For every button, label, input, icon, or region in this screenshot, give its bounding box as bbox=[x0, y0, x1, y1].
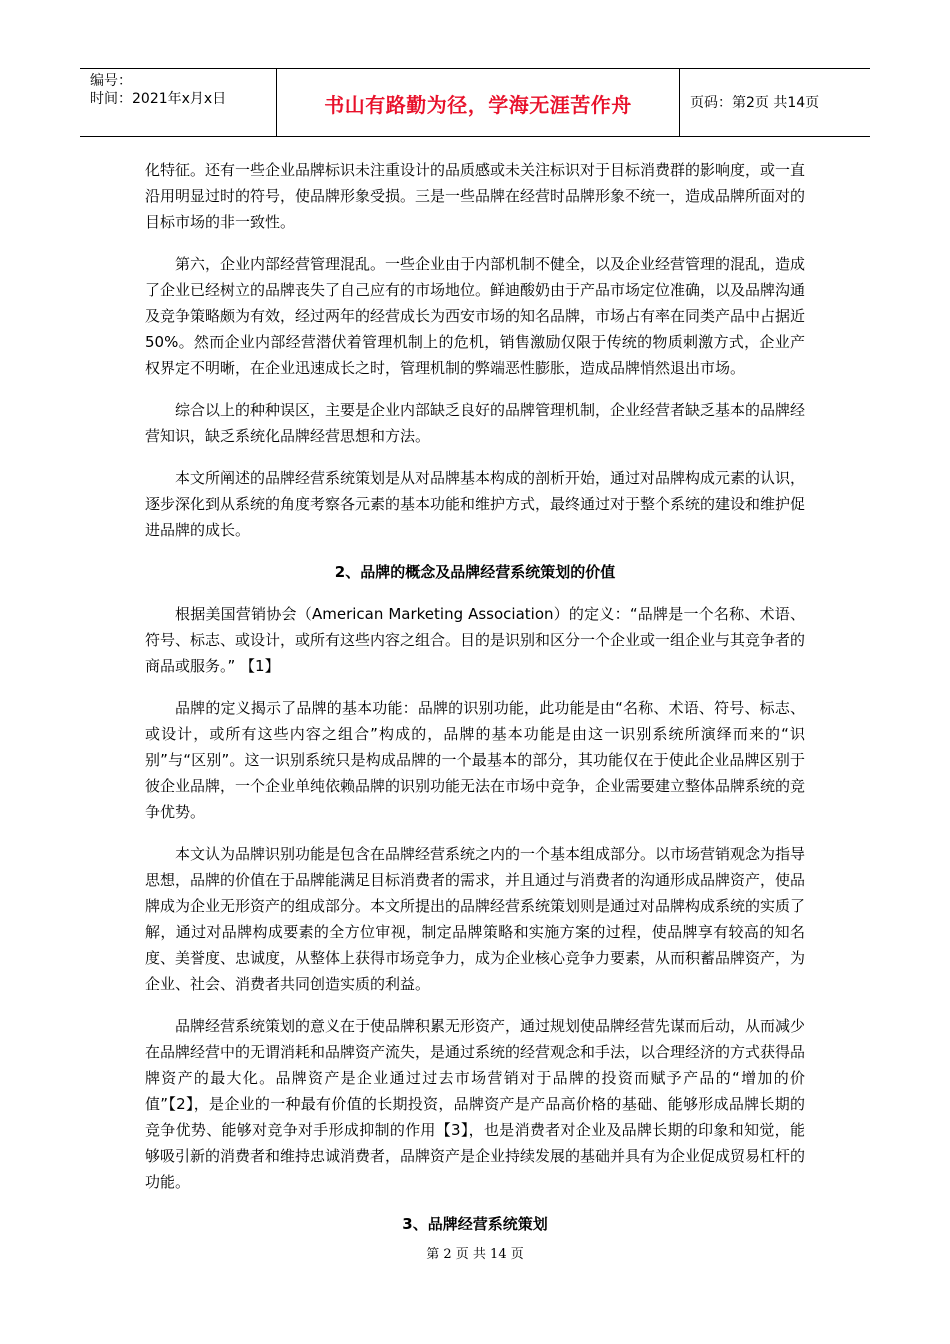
paragraph: 根据美国营销协会（American Marketing Association）的定义：“品牌是一个名称、术语、符号、标志、或设计，或所有这些内容之组合。目的是识别和区分一个企业或一组企业与其竞争者的商品或服务。” 【1】 bbox=[145, 605, 806, 675]
page-code-label: 页码：第2页 共14页 bbox=[690, 95, 820, 111]
page-footer: 第 2 页 共 14 页 bbox=[426, 1247, 524, 1262]
header-motto-cell bbox=[277, 69, 680, 136]
page-header bbox=[80, 68, 870, 137]
section-heading-2: 2、品牌的概念及品牌经营系统策划的价值 bbox=[334, 563, 616, 581]
document-time-label: 时间：2021年x月x日 bbox=[90, 91, 227, 107]
document-number-label: 编号： bbox=[90, 73, 132, 89]
paragraph: 本文认为品牌识别功能是包含在品牌经营系统之内的一个基本组成部分。以市场营销观念为指导思想，品牌的价值在于品牌能满足目标消费者的需求，并且通过与消费者的沟通形成品牌资产，使品牌成为企业无形资产的组成部分。本文所提出的品牌经营系统策划则是通过对品牌构成系统的实质了解，通过对品牌构成要素的全方位审视，制定品牌策略和实施方案的过程，使品牌享有较高的知名度、美誉度、忠诚度，从整体上获得市场竞争力，成为企业核心竞争力要素，从而积蓄品牌资产，为企业、社会、消费者共同创造实质的利益。 bbox=[145, 845, 806, 993]
section-heading-3: 3、品牌经营系统策划 bbox=[402, 1215, 548, 1233]
paragraph-continued: 化特征。还有一些企业品牌标识未注重设计的品质感或未关注标识对于目标消费群的影响度，或一直沿用明显过时的符号，使品牌形象受损。三是一些品牌在经营时品牌形象不统一，造成品牌所面对的目标市场的非一致性。 bbox=[145, 161, 806, 231]
document-body bbox=[145, 157, 805, 1253]
motto-text: 书山有路勤为径，学海无涯苦作舟 bbox=[324, 93, 632, 117]
paragraph: 本文所阐述的品牌经营系统策划是从对品牌基本构成的剖析开始，通过对品牌构成元素的认识，逐步深化到从系统的角度考察各元素的基本功能和维护方式，最终通过对于整个系统的建设和维护促进品牌的成长。 bbox=[145, 469, 806, 539]
paragraph: 第六，企业内部经营管理混乱。一些企业由于内部机制不健全，以及企业经营管理的混乱，造成了企业已经树立的品牌丧失了自己应有的市场地位。鲜迪酸奶由于产品市场定位准确，以及品牌沟通及竞争策略颇为有效，经过两年的经营成长为西安市场的知名品牌，市场占有率在同类产品中占据近50%。然而企业内部经营潜伏着管理机制上的危机，销售激励仅限于传统的物质刺激方式，企业产权界定不明晰，在企业迅速成长之时，管理机制的弊端恶性膨胀，造成品牌悄然退出市场。 bbox=[145, 255, 806, 377]
header-info-cell bbox=[80, 69, 277, 136]
paragraph: 品牌经营系统策划的意义在于使品牌积累无形资产，通过规划使品牌经营先谋而后动，从而减少在品牌经营中的无谓消耗和品牌资产流失，是通过系统的经营观念和手法，以合理经济的方式获得品牌资产的最大化。品牌资产是企业通过过去市场营销对于品牌的投资而赋予产品的“增加的价值”【2】，是企业的一种最有价值的长期投资，品牌资产是产品高价格的基础、能够形成品牌长期的竞争优势、能够对竞争对手形成抑制的作用【3】，也是消费者对企业及品牌长期的印象和知觉，能够吸引新的消费者和维持忠诚消费者，品牌资产是企业持续发展的基础并具有为企业促成贸易杠杆的功能。 bbox=[145, 1017, 806, 1191]
header-page-cell bbox=[680, 69, 870, 136]
paragraph: 综合以上的种种误区，主要是企业内部缺乏良好的品牌管理机制，企业经营者缺乏基本的品牌经营知识，缺乏系统化品牌经营思想和方法。 bbox=[145, 401, 806, 445]
paragraph: 品牌的定义揭示了品牌的基本功能：品牌的识别功能，此功能是由“名称、术语、符号、标志、或设计，或所有这些内容之组合”构成的，品牌的基本功能是由这一识别系统所演绎而来的“识别”与“区别”。这一识别系统只是构成品牌的一个最基本的部分，其功能仅在于使此企业品牌区别于彼企业品牌，一个企业单纯依赖品牌的识别功能无法在市场中竞争，企业需要建立整体品牌系统的竞争优势。 bbox=[145, 699, 806, 821]
